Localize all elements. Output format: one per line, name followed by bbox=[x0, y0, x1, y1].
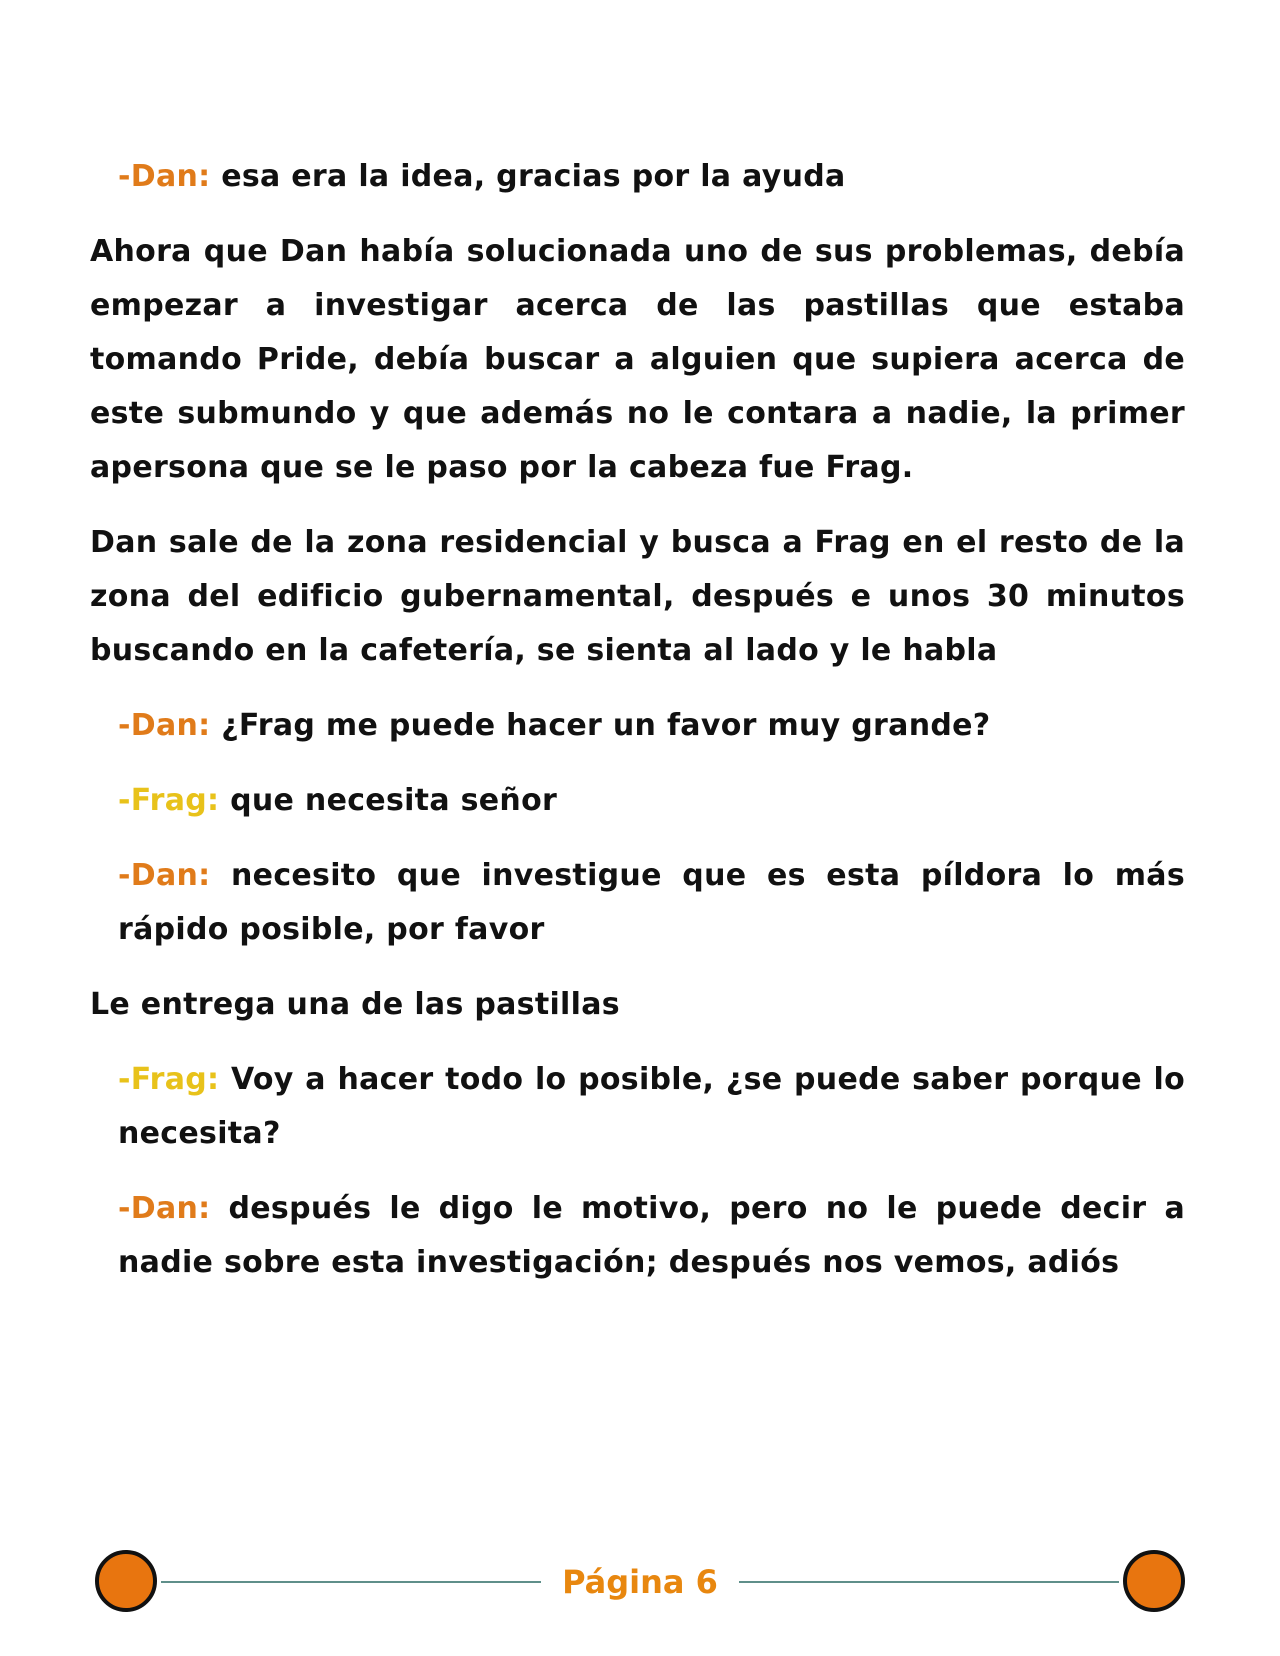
narration-paragraph: Ahora que Dan había solucionada uno de sus problemas, debía empezar a investigar acerca de las pastillas que estaba tomando Pride, debía buscar a alguien que supiera acerca de este submundo y que además no le contara a nadie, la primer apersona que se le paso por la cabeza fue Frag. bbox=[90, 234, 1185, 485]
dialog-text: Voy a hacer todo lo posible, ¿se puede saber porque lo necesita? bbox=[118, 1062, 1185, 1151]
dialog-line bbox=[118, 150, 1185, 204]
footer-rule-right bbox=[739, 1581, 1119, 1583]
dialog-text: que necesita señor bbox=[219, 783, 558, 818]
speaker-dan: -Dan: bbox=[118, 159, 211, 194]
dialog-line bbox=[118, 699, 1185, 753]
dialog-line bbox=[118, 1053, 1185, 1161]
speaker-dan: -Dan: bbox=[118, 708, 211, 743]
speaker-frag: -Frag: bbox=[118, 783, 220, 818]
dialog-text: necesito que investigue que es esta píldora lo más rápido posible, por favor bbox=[118, 858, 1185, 947]
page-footer bbox=[95, 1548, 1185, 1618]
speaker-dan: -Dan: bbox=[118, 858, 211, 893]
speaker-frag: -Frag: bbox=[118, 1062, 220, 1097]
dialog-line bbox=[118, 1182, 1185, 1290]
dialog-line bbox=[118, 849, 1185, 957]
page-number: Página 6 bbox=[562, 1563, 718, 1601]
footer-circle-right-icon bbox=[1123, 1550, 1185, 1612]
speaker-dan: -Dan: bbox=[118, 1191, 211, 1226]
dialog-text: después le digo le motivo, pero no le puede decir a nadie sobre esta investigación; después nos vemos, adiós bbox=[118, 1191, 1185, 1280]
dialog-text: esa era la idea, gracias por la ayuda bbox=[210, 159, 846, 194]
narration-paragraph: Le entrega una de las pastillas bbox=[90, 987, 620, 1022]
page-content bbox=[90, 150, 1185, 1311]
dialog-text: ¿Frag me puede hacer un favor muy grande? bbox=[210, 708, 991, 743]
narration-paragraph: Dan sale de la zona residencial y busca a Frag en el resto de la zona del edificio gubernamental, después e unos 30 minutos buscando en la cafetería, se sienta al lado y le habla bbox=[90, 525, 1185, 668]
dialog-line bbox=[118, 774, 1185, 828]
